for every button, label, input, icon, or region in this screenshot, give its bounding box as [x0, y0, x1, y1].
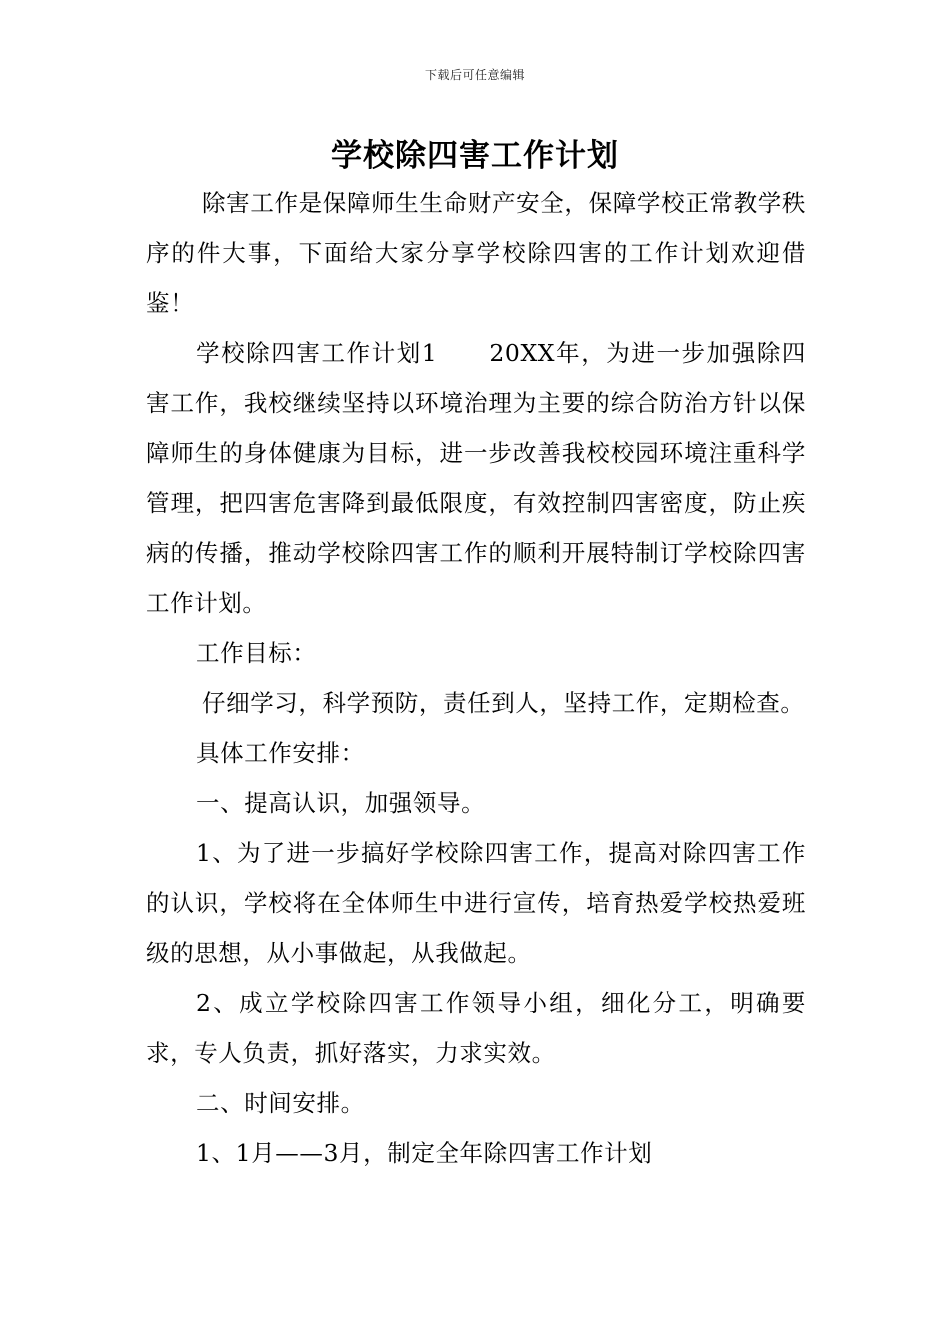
plan-body: 20XX年，为进一步加强除四害工作，我校继续坚持以环境治理为主要的综合防治方针以保障师生的身体健康为目标，进一步改善我校校园环境注重科学管理，把四害危害降到最低限度，有效控制四害密度，防止疾病的传播，推动学校除四害工作的顺利开展特制订学校除四害工作计划。 [146, 339, 807, 617]
header-note: 下载后可任意编辑 [424, 68, 525, 82]
plan-paragraph [146, 328, 806, 628]
item-1-2: 2、成立学校除四害工作领导小组，细化分工，明确要求，专人负责，抓好落实，力求实效。 [146, 989, 806, 1067]
intro-paragraph: 除害工作是保障师生生命财产安全，保障学校正常教学秩序的件大事，下面给大家分享学校除四害的工作计划欢迎借鉴！ [146, 189, 806, 317]
document-body [146, 178, 806, 1178]
document-title: 学校除四害工作计划 [331, 138, 619, 174]
arrangement-label: 具体工作安排： [196, 739, 365, 767]
goal-label: 工作目标： [196, 639, 317, 667]
section-one-heading: 一、提高认识，加强领导。 [196, 789, 486, 817]
section-two-heading: 二、时间安排。 [196, 1089, 365, 1117]
goal-text: 仔细学习，科学预防，责任到人，坚持工作，定期检查。 [202, 689, 805, 717]
plan-heading: 学校除四害工作计划1 [196, 339, 438, 367]
item-2-1: 1、1月——3月，制定全年除四害工作计划 [196, 1139, 653, 1167]
item-1-1: 1、为了进一步搞好学校除四害工作，提高对除四害工作的认识，学校将在全体师生中进行宣传，培育热爱学校热爱班级的思想，从小事做起，从我做起。 [146, 839, 806, 967]
